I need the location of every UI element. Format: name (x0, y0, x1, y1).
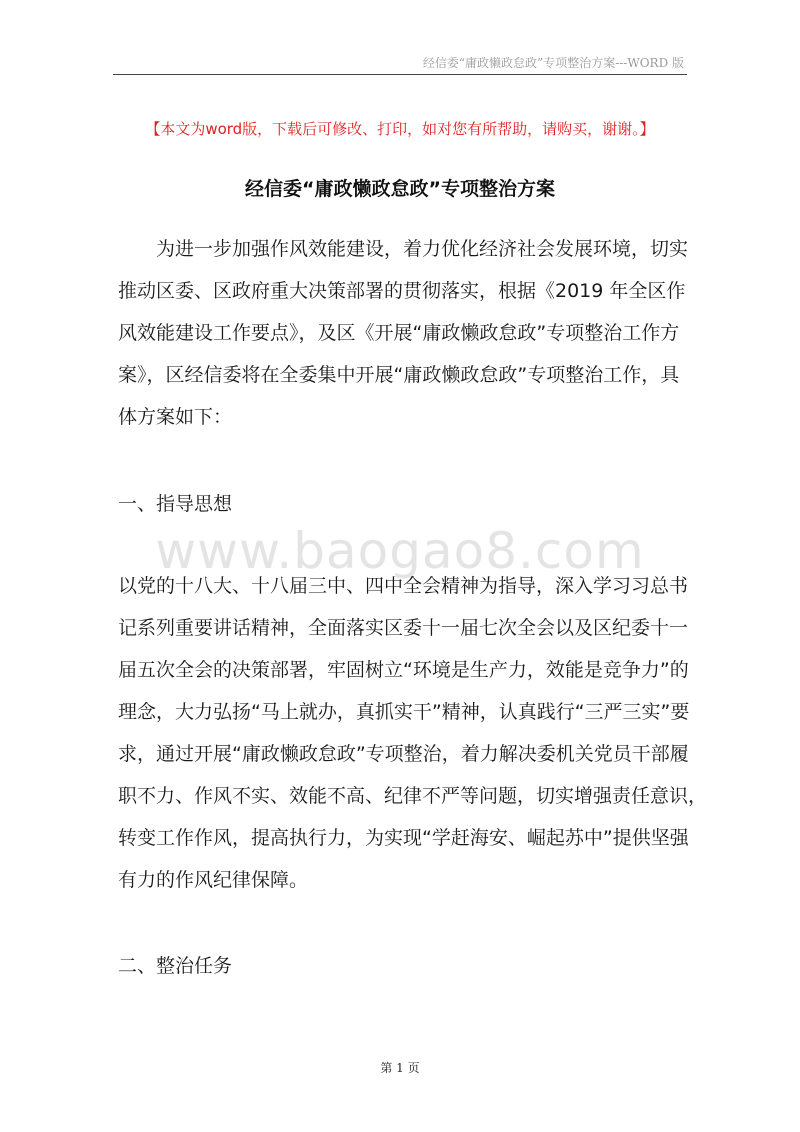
paragraph-line: 体方案如下： (118, 406, 233, 428)
document-title: 经信委“庸政懒政怠政”专项整治方案 (245, 178, 555, 200)
paragraph-line: 推动区委、区政府重大决策部署的贯彻落实，根据《2019 年全区作 (118, 280, 686, 302)
watermark: www.baogao8.com (155, 522, 645, 580)
paragraph-line: 有力的作风纪律保障。 (118, 869, 309, 891)
paragraph-line: 以党的十八大、十八届三中、四中全会精神为指导，深入学习习总书 (118, 575, 689, 597)
paragraph-line: 转变工作作风，提高执行力，为实现“学赶海安、崛起苏中”提供坚强 (118, 827, 689, 849)
paragraph-line: 记系列重要讲话精神，全面落实区委十一届七次全会以及区纪委十一 (118, 617, 689, 639)
paragraph-line: 为进一步加强作风效能建设，着力优化经济社会发展环境，切实 (118, 238, 689, 260)
paragraph-line: 求，通过开展“庸政懒政怠政”专项整治，着力解决委机关党员干部履 (118, 743, 689, 765)
guiding-thought-paragraph (118, 565, 708, 901)
paragraph-line: 案》，区经信委将在全委集中开展“庸政懒政怠政”专项整治工作，具 (118, 364, 680, 386)
paragraph-line: 风效能建设工作要点》，及区《开展“庸政懒政怠政”专项整治工作方 (118, 322, 680, 344)
section-heading-tasks: 二、整治任务 (118, 955, 233, 977)
header-divider (113, 74, 687, 75)
page-header: 经信委“庸政懒政怠政”专项整治方案---WORD 版 (422, 56, 684, 70)
paragraph-line: 理念，大力弘扬“马上就办，真抓实干”精神，认真践行“三严三实”要 (118, 701, 690, 723)
paragraph-line: 职不力、作风不实、效能不高、纪律不严等问题，切实增强责任意识， (118, 785, 708, 807)
purchase-notice: 【本文为word版，下载后可修改、打印，如对您有所帮助，请购买，谢谢。】 (145, 120, 655, 138)
page-number: 第 1 页 (380, 1061, 420, 1075)
paragraph-line: 届五次全会的决策部署，牢固树立“环境是生产力，效能是竞争力”的 (118, 659, 689, 681)
intro-paragraph (118, 228, 688, 438)
section-heading-guiding-thought: 一、指导思想 (118, 493, 233, 515)
